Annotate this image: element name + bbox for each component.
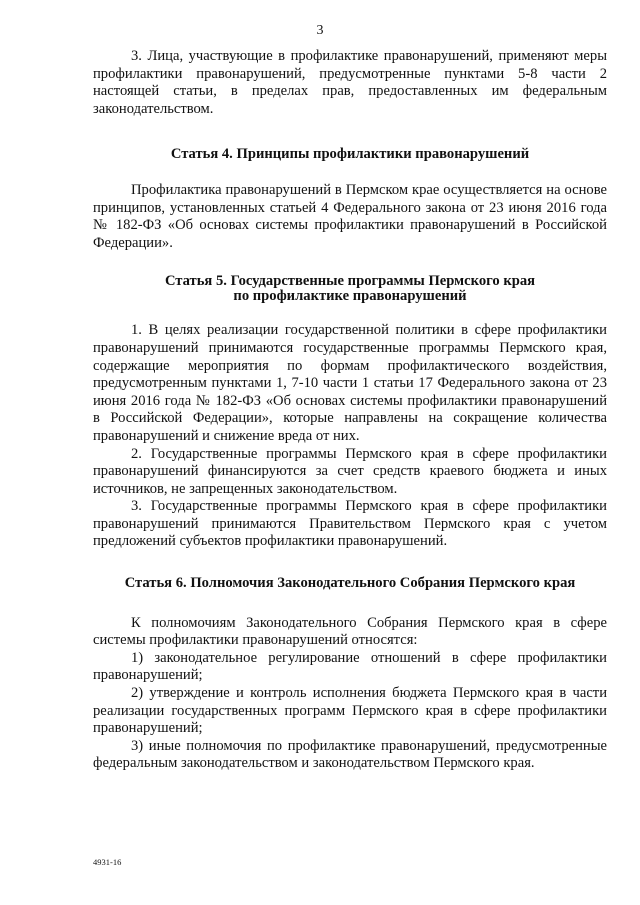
article4-paragraph-1: Профилактика правонарушений в Пермском крае осуществляется на основе принципов, установленных статьей 4 Федерального закона от 23 июня 2016 года № 182-ФЗ «Об основах системы профилактики правонарушений в Российской Федерации». — [93, 181, 607, 251]
article6-intro: К полномочиям Законодательного Собрания Пермского края в сфере системы профилактики правонарушений относятся: — [93, 614, 607, 649]
article6-title: Статья 6. Полномочия Законодательного Собрания Пермского края — [124, 575, 576, 592]
document-body — [93, 48, 607, 773]
document-code: 4931-16 — [93, 857, 122, 867]
article4-title: Статья 4. Принципы профилактики правонарушений — [170, 146, 530, 163]
article5-paragraph-1: 1. В целях реализации государственной политики в сфере профилактики правонарушений принимаются государственные программы Пермского края, содержащие мероприятия по формам профилактического воздействия, предусмотренным пунктами 1, 7-10 части 1 статьи 17 Федерального закона от 23 июня 2016 года № 182-ФЗ «Об основах системы профилактики правонарушений в Российской Федерации», которые направлены на сокращение количества правонарушений и снижение вреда от них. — [93, 322, 607, 444]
article6-item-3: 3) иные полномочия по профилактике правонарушений, предусмотренные федеральным законодательством и законодательством Пермского края. — [93, 737, 607, 772]
article5-title-line1: Статья 5. Государственные программы Пермского края — [164, 273, 536, 290]
article5-title — [93, 274, 607, 304]
article5-paragraph-2: 2. Государственные программы Пермского края в сфере профилактики правонарушений финансируются за счет средств краевого бюджета и иных источников, не запрещенных законодательством. — [93, 445, 607, 497]
article5-title-line2: по профилактике правонарушений — [233, 288, 467, 305]
article3-paragraph-3: 3. Лица, участвующие в профилактике правонарушений, применяют меры профилактики правонарушений, предусмотренные пунктами 5-8 части 2 настоящей статьи, в пределах прав, предоставленных им федеральным законодательством. — [93, 48, 607, 117]
article5-paragraph-3: 3. Государственные программы Пермского края в сфере профилактики правонарушений принимаются Правительством Пермского края с учетом предложений субъектов профилактики правонарушений. — [93, 498, 607, 550]
article6-item-2: 2) утверждение и контроль исполнения бюджета Пермского края в части реализации государственных программ Пермского края в сфере профилактики правонарушений; — [93, 685, 607, 737]
page-number: 3 — [316, 23, 324, 38]
article6-item-1: 1) законодательное регулирование отношений в сфере профилактики правонарушений; — [93, 649, 607, 684]
